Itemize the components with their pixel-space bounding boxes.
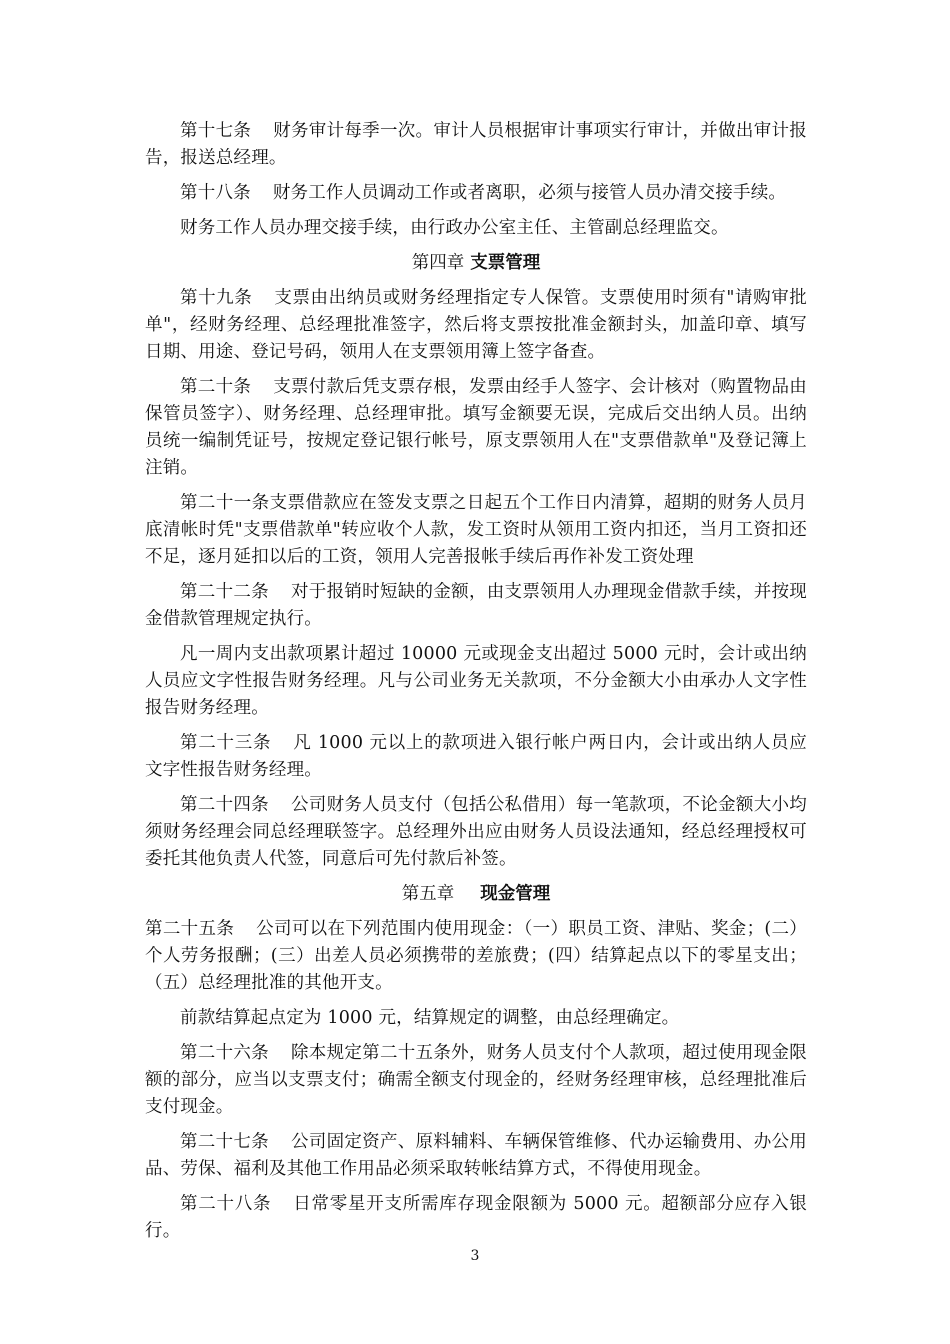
article-text: 对于报销时短缺的金额，由支票领用人办理现金借款手续，并按现金借款管理规定执行。 xyxy=(145,582,807,629)
article-28 xyxy=(145,1191,807,1245)
article-number: 第二十四条 xyxy=(180,795,269,815)
chapter-4-heading xyxy=(145,250,807,277)
article-number: 第十八条 xyxy=(180,183,251,203)
chapter-title: 现金管理 xyxy=(480,884,551,904)
article-number: 第十七条 xyxy=(180,121,252,141)
article-text: 公司可以在下列范围内使用现金：（一）职员工资、津贴、奖金；(二）个人劳务报酬；(三）出差人员必须携带的差旅费；(四）结算起点以下的零星支出；（五）总经理批准的其他开支。 xyxy=(145,919,808,993)
article-text: 财务审计每季一次。审计人员根据审计事项实行审计，并做出审计报告，报送总经理。 xyxy=(145,121,807,168)
paragraph-text: 前款结算起点定为 1000 元，结算规定的调整，由总经理确定。 xyxy=(180,1008,680,1028)
chapter-number: 第五章 xyxy=(401,884,455,904)
article-18 xyxy=(145,180,807,207)
article-number: 第二十二条 xyxy=(180,582,269,602)
article-number: 第二十七条 xyxy=(180,1132,269,1152)
article-number: 第二十六条 xyxy=(180,1043,269,1063)
article-25 xyxy=(145,916,807,997)
article-text: 公司固定资产、原料辅料、车辆保管维修、代办运输费用、办公用品、劳保、福利及其他工作用品必须采取转帐结算方式，不得使用现金。 xyxy=(145,1132,807,1179)
article-23 xyxy=(145,730,807,784)
article-number: 第二十三条 xyxy=(180,733,272,753)
article-19 xyxy=(145,285,807,366)
article-number: 第二十五条 xyxy=(145,919,235,939)
paragraph-text: 财务工作人员办理交接手续，由行政办公室主任、主管副总经理监交。 xyxy=(180,218,729,238)
article-text: 凡 1000 元以上的款项进入银行帐户两日内，会计或出纳人员应文字性报告财务经理。 xyxy=(145,733,807,780)
article-text: 日常零星开支所需库存现金限额为 5000 元。超额部分应存入银行。 xyxy=(145,1194,807,1241)
article-text: 支票由出纳员或财务经理指定专人保管。支票使用时须有"请购审批单"，经财务经理、总经理批准签字，然后将支票按批准金额封头，加盖印章、填写日期、用途、登记号码，领用人在支票领用簿上签字备查。 xyxy=(145,288,807,362)
reporting-paragraph xyxy=(145,641,807,722)
article-number: 第十九条 xyxy=(180,288,253,308)
article-text: 第二十一条支票借款应在签发支票之日起五个工作日内清算，超期的财务人员月底清帐时凭"支票借款单"转应收个人款，发工资时从领用工资内扣还，当月工资扣还不足，逐月延扣以后的工资，领用人完善报帐手续后再作补发工资处理 xyxy=(145,493,807,567)
article-22 xyxy=(145,579,807,633)
settlement-paragraph xyxy=(145,1005,807,1032)
article-text: 支票付款后凭支票存根，发票由经手人签字、会计核对（购置物品由保管员签字）、财务经理、总经理审批。填写金额要无误，完成后交出纳人员。出纳员统一编制凭证号，按规定登记银行帐号，原支票领用人在"支票借款单"及登记簿上注销。 xyxy=(145,377,807,478)
chapter-number: 第四章 xyxy=(411,253,465,273)
article-text: 除本规定第二十五条外，财务人员支付个人款项，超过使用现金限额的部分，应当以支票支付；确需全额支付现金的，经财务经理审核，总经理批准后支付现金。 xyxy=(145,1043,807,1117)
article-20 xyxy=(145,374,807,482)
document-page xyxy=(145,118,807,1253)
chapter-5-heading xyxy=(145,881,807,908)
page-number: 3 xyxy=(470,1248,480,1264)
article-27 xyxy=(145,1129,807,1183)
article-21 xyxy=(145,490,807,571)
chapter-title: 支票管理 xyxy=(470,253,541,273)
handover-paragraph xyxy=(145,215,807,242)
article-24 xyxy=(145,792,807,873)
article-17 xyxy=(145,118,807,172)
article-text: 公司财务人员支付（包括公私借用）每一笔款项，不论金额大小均须财务经理会同总经理联签字。总经理外出应由财务人员设法通知，经总经理授权可委托其他负责人代签，同意后可先付款后补签。 xyxy=(145,795,807,869)
article-number: 第二十条 xyxy=(180,377,252,397)
paragraph-text: 凡一周内支出款项累计超过 10000 元或现金支出超过 5000 元时，会计或出纳人员应文字性报告财务经理。凡与公司业务无关款项，不分金额大小由承办人文字性报告财务经理。 xyxy=(145,644,807,718)
article-number: 第二十八条 xyxy=(180,1194,272,1214)
article-text: 财务工作人员调动工作或者离职，必须与接管人员办清交接手续。 xyxy=(272,183,787,203)
article-26 xyxy=(145,1040,807,1121)
